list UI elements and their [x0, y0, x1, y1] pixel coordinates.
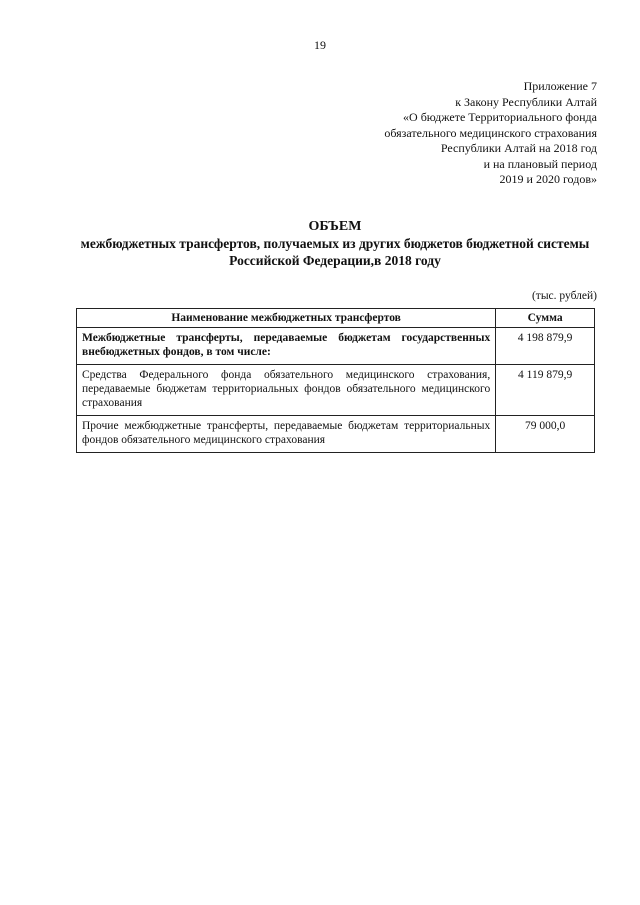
- appendix-line: обязательного медицинского страхования: [384, 125, 597, 140]
- units-note: (тыс. рублей): [531, 290, 597, 302]
- table-row: [77, 365, 595, 416]
- appendix-reference: [297, 79, 597, 188]
- row-sum: 4 119 879,9: [496, 365, 595, 416]
- title-subtitle: межбюджетных трансфертов, получаемых из других бюджетов бюджетной системы Российской Федерации,в 2018 году: [80, 236, 590, 268]
- row-name: Средства Федерального фонда обязательного медицинского страхования, передаваемые бюджетам территориальных фондов обязательного медицинского страхования: [77, 365, 496, 416]
- transfers-table: [76, 308, 595, 453]
- appendix-line: и на плановый период: [483, 156, 597, 171]
- appendix-line: Республики Алтай на 2018 год: [440, 141, 597, 155]
- document-title: [60, 218, 610, 269]
- row-sum: 4 198 879,9: [496, 328, 595, 365]
- row-sum: 79 000,0: [496, 416, 595, 453]
- table-header-row: [77, 309, 595, 328]
- row-name: Межбюджетные трансферты, передаваемые бюджетам государственных внебюджетных фондов, в том числе:: [77, 328, 496, 365]
- appendix-line: «О бюджете Территориального фонда: [403, 110, 597, 124]
- appendix-line: к Закону Республики Алтай: [455, 94, 597, 109]
- title-main: ОБЪЕМ: [308, 219, 362, 234]
- table-row: [77, 416, 595, 453]
- header-sum: Сумма: [496, 309, 595, 328]
- page-number: 19: [314, 38, 326, 52]
- row-name: Прочие межбюджетные трансферты, передаваемые бюджетам территориальных фондов обязательного медицинского страхования: [77, 416, 496, 453]
- table-row: [77, 328, 595, 365]
- header-name: Наименование межбюджетных трансфертов: [77, 309, 496, 328]
- appendix-line: Приложение 7: [523, 79, 597, 93]
- appendix-line: 2019 и 2020 годов»: [499, 172, 597, 186]
